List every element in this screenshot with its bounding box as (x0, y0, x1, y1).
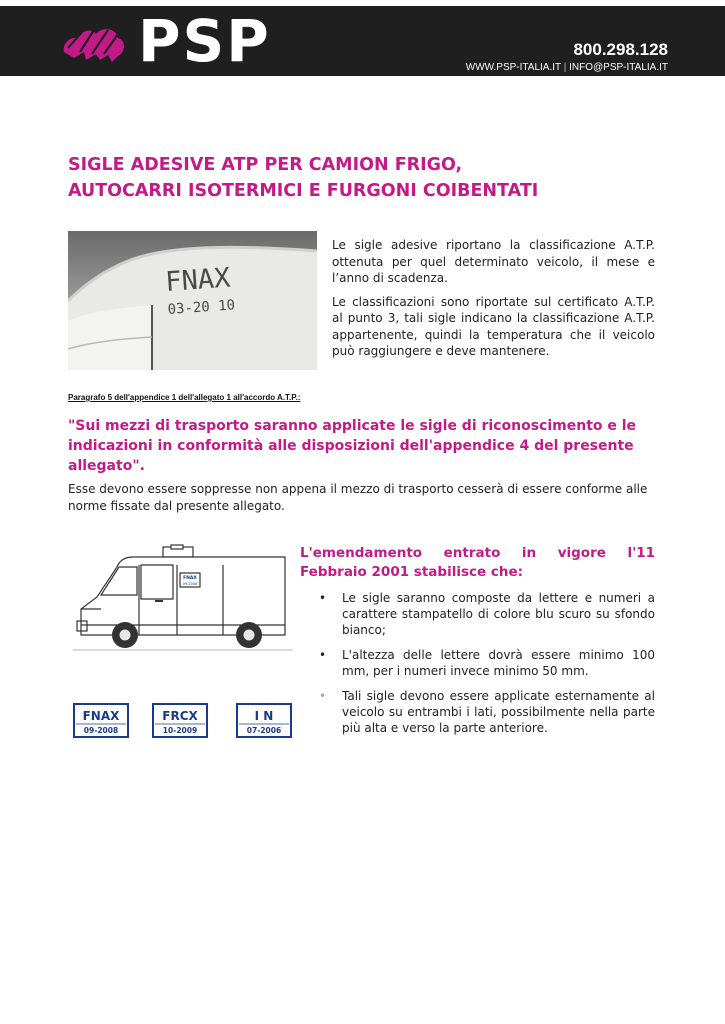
intro-paragraph-1: Le sigle adesive riportano la classificazione A.T.P. ottenuta per quel determinato veicolo, il mese e l’anno di scadenza. (332, 238, 655, 285)
title-line-1: SIGLE ADESIVE ATP PER CAMION FRIGO, (68, 155, 463, 175)
truck-sticker-photo (68, 231, 317, 370)
amendment-list (300, 590, 655, 745)
regulation-quote: "Sui mezzi di trasporto saranno applicate le sigle di riconoscimento e le indicazioni in conformità alle disposizioni dell'appendice 4 del presente allegato". (68, 418, 637, 474)
page-title (68, 152, 668, 204)
contact-line (466, 62, 668, 73)
van-sticker-date: 09-2008 (182, 582, 198, 586)
list-item (300, 688, 655, 736)
bullet-icon: • (319, 591, 327, 605)
sticker-fnax (74, 704, 128, 737)
amendment-heading (300, 544, 655, 582)
sticker-code: I N (254, 709, 274, 723)
company-logo-text: PSP (138, 7, 271, 75)
website-link[interactable]: WWW.PSP-ITALIA.IT (465, 62, 561, 73)
bullet-icon: • (319, 648, 327, 662)
contact-separator: | (563, 62, 567, 73)
sticker-in (237, 704, 291, 737)
title-line-2: AUTOCARRI ISOTERMICI E FURGONI COIBENTATI (68, 181, 539, 201)
body-paragraph: Esse devono essere soppresse non appena il mezzo di trasporto cesserà di essere conforme alle norme fissate dal presente allegato. (68, 482, 648, 513)
brush-logo-icon (60, 22, 128, 64)
sticker-frcx (153, 704, 207, 737)
sticker-examples (73, 703, 293, 739)
list-item-text: L'altezza delle lettere dovrà essere minimo 100 mm, per i numeri invece minimo 50 mm. (342, 648, 655, 678)
paragraph-reference: Paragrafo 5 dell'appendice 1 dell'allegato 1 all'accordo A.T.P.: (68, 393, 301, 402)
list-item (300, 590, 655, 638)
sticker-code: FRCX (162, 709, 198, 723)
sticker-date: 07-2006 (246, 726, 282, 735)
sticker-date: 10-2009 (162, 726, 198, 735)
photo-sticker-code: FNAX (164, 262, 232, 298)
amendment-heading-line-1: L'emendamento entrato in vigore l'11 (300, 545, 655, 561)
intro-paragraph-2: Le classificazioni sono riportate sul certificato A.T.P. al punto 3, tali sigle indicano la classificazione A.T.P. appartenente, quindi la temperatura che il veicolo può raggiungere e deve mantenere. (332, 294, 655, 358)
list-item-text: Le sigle saranno composte da lettere e numeri a carattere stampatello di colore blu scuro su sfondo bianco; (342, 591, 655, 637)
list-item-text: Tali sigle devono essere applicate esternamente al veicolo su entrambi i lati, possibilmente nella parte più alta e verso la parte anteriore. (342, 689, 655, 735)
list-item (300, 647, 655, 679)
photo-sticker-date: 03-20 10 (167, 297, 236, 318)
email-link[interactable]: INFO@PSP-ITALIA.IT (569, 62, 668, 73)
van-illustration (73, 543, 293, 655)
phone-number[interactable]: 800.298.128 (573, 40, 668, 59)
header-bar (0, 6, 725, 76)
intro-text (332, 237, 655, 367)
van-sticker-code: FNAX (183, 576, 197, 581)
sticker-date: 09-2008 (83, 726, 119, 735)
amendment-heading-line-2: Febbraio 2001 stabilisce che: (300, 564, 524, 580)
sticker-code: FNAX (82, 709, 120, 723)
bullet-icon: • (319, 689, 327, 703)
